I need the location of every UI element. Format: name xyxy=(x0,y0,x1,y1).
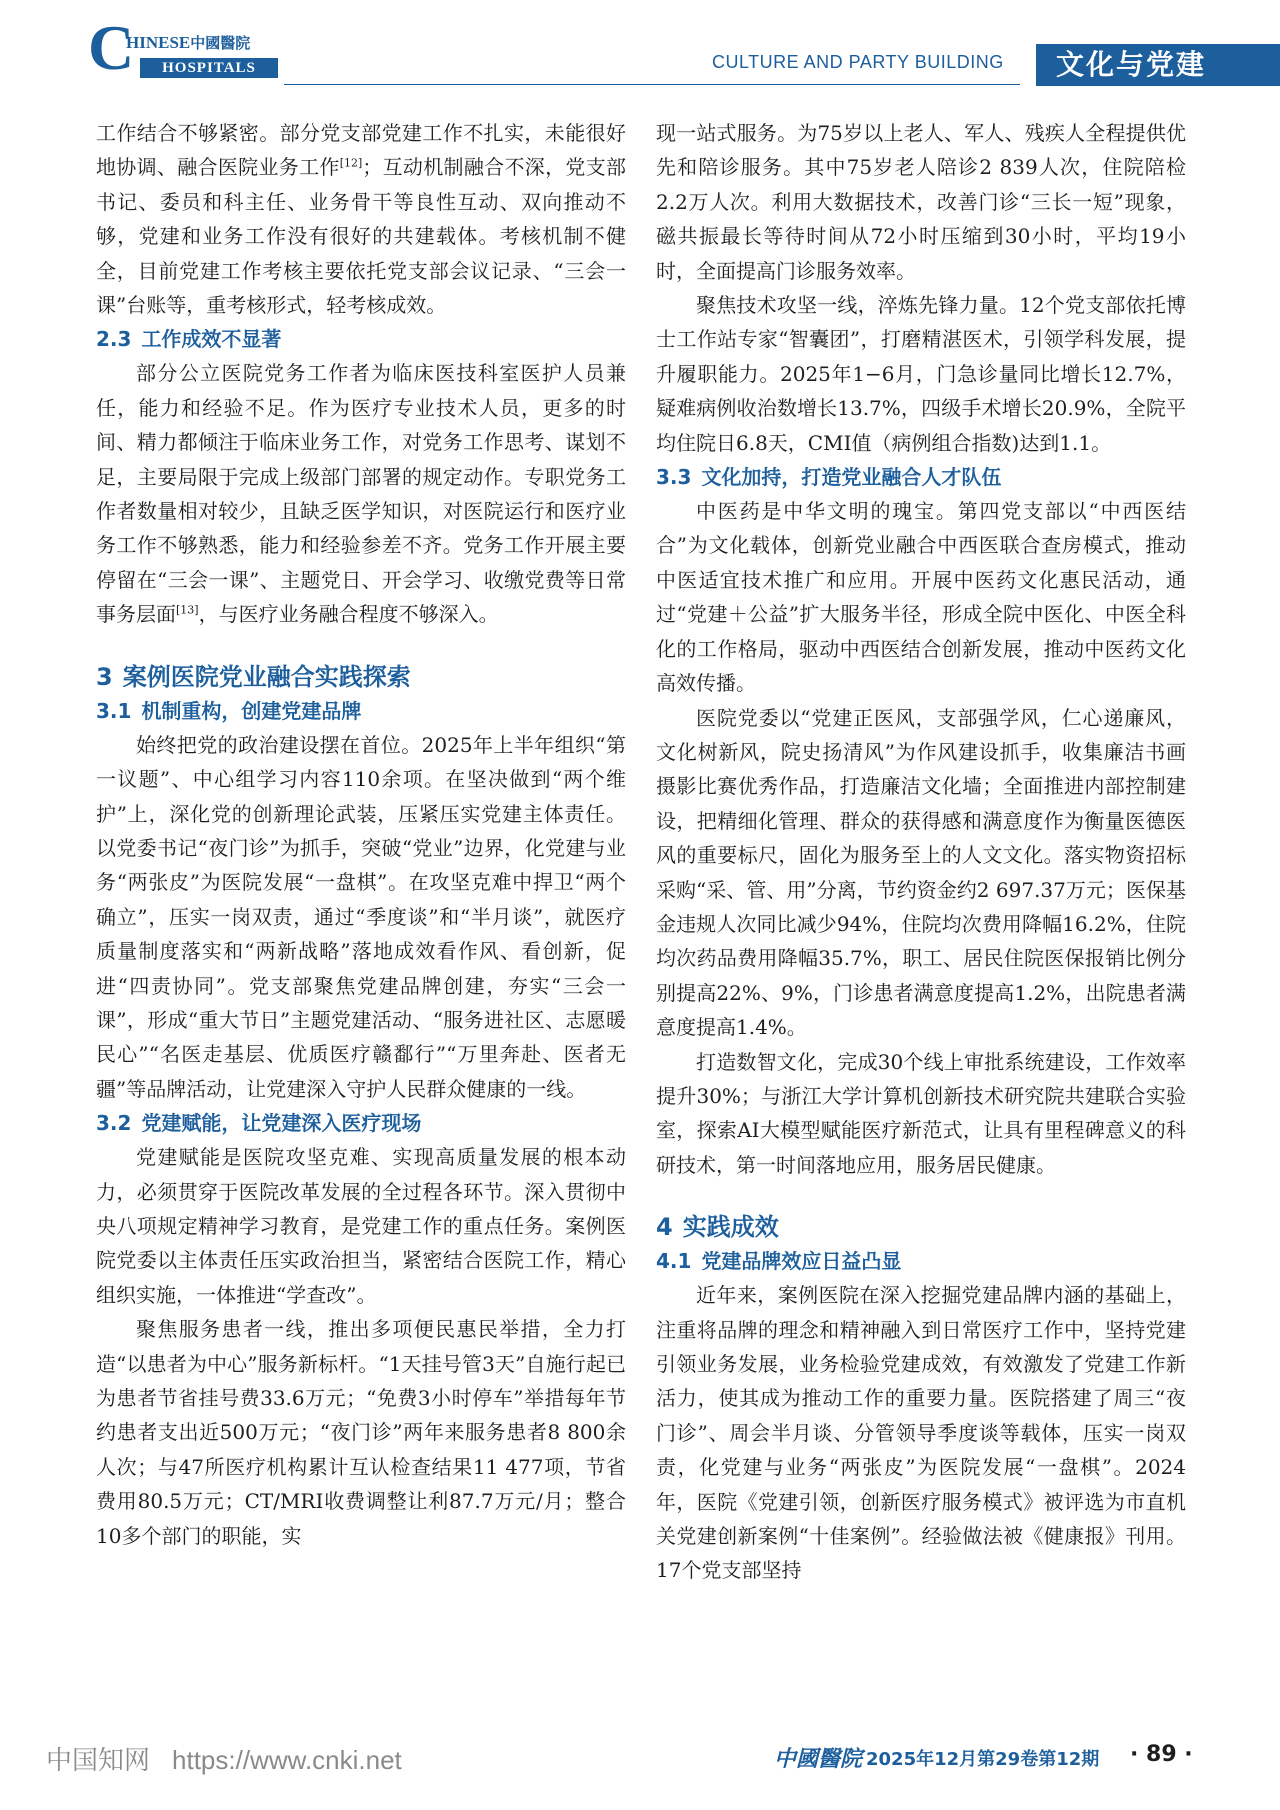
page-number: · 89 · xyxy=(1130,1742,1193,1767)
paragraph: 医院党委以“党建正医风，支部强学风，仁心递廉风，文化树新风，院史扬清风”为作风建设抓手，收集廉洁书画摄影比赛优秀作品，打造廉洁文化墙；全面推进内部控制建设，把精细化管理、群众的获得感和满意度作为衡量医德医风的重要标尺，固化为服务至上的人文文化。落实物资招标采购“采、管、用”分离，节约资金约2 697.37万元；医保基金违规人次同比减少94%，住院均次费用降幅16.2%，住院均次药品费用降幅35.7%，职工、居民住院医保报销比例分别提高22%、9%，门诊患者满意度提高1.2%，出院患者满意度提高1.4%。 xyxy=(656,705,1186,1040)
paragraph: 打造数智文化，完成30个线上审批系统建设，工作效率提升30%；与浙江大学计算机创新技术研究院共建联合实验室，探索AI大模型赋能医疗新范式，让具有里程碑意义的科研技术，第一时间落地应用，服务居民健康。 xyxy=(656,1049,1186,1177)
heading-text: 党建品牌效应日益凸显 xyxy=(701,1249,902,1274)
logo-letter: C xyxy=(88,12,135,83)
paragraph xyxy=(96,116,626,322)
section-title-en: CULTURE AND PARTY BUILDING xyxy=(712,52,1004,72)
paragraph: 现一站式服务。为75岁以上老人、军人、残疾人全程提供优先和陪诊服务。其中75岁老人陪诊2 839人次，住院陪检2.2万人次。利用大数据技术，改善门诊“三长一短”现象，磁共振最长等待时间从72小时压缩到30小时，平均19小时，全面提高门诊服务效率。 xyxy=(656,121,1186,283)
heading-text: 案例医院党业融合实践探索 xyxy=(122,662,411,691)
paragraph: 党建赋能是医院攻坚克难、实现高质量发展的根本动力，必须贯穿于医院改革发展的全过程各环节。深入贯彻中央八项规定精神学习教育，是党建工作的重点任务。案例医院党委以主体责任压实政治担当，紧密结合医院工作，精心组织实施，一体推进“学查改”。 xyxy=(96,1145,626,1307)
section-title-cn: 文化与党建 xyxy=(1036,44,1280,86)
heading-3-3 xyxy=(656,460,1186,494)
issue-info: 2025年12月第29卷第12期 xyxy=(866,1749,1100,1770)
heading-text: 文化加持，打造党业融合人才队伍 xyxy=(701,465,1002,490)
heading-number: 3.3 xyxy=(656,465,692,490)
heading-4-1 xyxy=(656,1244,1186,1278)
spacer xyxy=(96,632,626,660)
logo-top-text xyxy=(126,32,250,53)
heading-number: 2.3 xyxy=(96,327,132,352)
cnki-watermark xyxy=(46,1740,402,1777)
spacer xyxy=(656,1182,1186,1210)
paragraph-text: ；互动机制融合不深，党支部书记、委员和科主任、业务骨干等良性互动、双向推动不够，党建和业务工作没有很好的共建载体。考核机制不健全，目前党建工作考核主要依托党支部会议记录、“三会一课”台账等，重考核形式，轻考核成效。 xyxy=(96,155,626,318)
heading-number: 3.1 xyxy=(96,698,132,723)
heading-3-1 xyxy=(96,694,626,728)
paragraph: 近年来，案例医院在深入挖掘党建品牌内涵的基础上，注重将品牌的理念和精神融入到日常医疗工作中，坚持党建引领业务发展，业务检验党建成效，有效激发了党建工作新活力，使其成为推动工作的重要力量。医院搭建了周三“夜门诊”、周会半月谈、分管领导季度谈等载体，压实一岗双责，化党建与业务“两张皮”为医院发展“一盘棋”。2024年，医院《党建引领，创新医疗服务模式》被评选为市直机关党建创新案例“十佳案例”。经验做法被《健康报》刊用。17个党支部坚持 xyxy=(656,1283,1186,1583)
heading-4 xyxy=(656,1210,1186,1244)
right-column xyxy=(656,116,1186,1588)
heading-number: 3.2 xyxy=(96,1111,132,1136)
reference-mark: [12] xyxy=(339,156,363,170)
heading-number: 3 xyxy=(96,662,113,691)
heading-text: 实践成效 xyxy=(682,1213,779,1242)
heading-3-2 xyxy=(96,1106,626,1140)
heading-number: 4.1 xyxy=(656,1249,692,1274)
page-footer xyxy=(0,1730,1280,1790)
paragraph: 聚焦服务患者一线，推出多项便民惠民举措，全力打造“以患者为中心”服务新标杆。“1天挂号管3天”自施行起已为患者节省挂号费33.6万元；“免费3小时停车”举措每年节约患者支出近500万元；“夜门诊”两年来服务患者8 800余人次；与47所医疗机构累计互认检查结果11 477项，节省费用80.5万元；CT/MRI收费调整让利87.7万元/月；整合10多个部门的职能，实 xyxy=(96,1317,626,1548)
logo-bottom-text: HOSPITALS xyxy=(140,58,278,78)
paragraph-text: 工作结合不够紧密。部分党支部党建工作不扎实，未能很好地协调、融合医院业务工作 xyxy=(96,121,626,180)
journal-brand: 中國醫院 xyxy=(774,1746,863,1772)
heading-text: 工作成效不显著 xyxy=(141,327,282,352)
watermark-cn: 中国知网 xyxy=(46,1746,151,1776)
logo-top-cn: 中國醫院 xyxy=(190,34,251,52)
paragraph-text: 部分公立医院党务工作者为临床医技科室医护人员兼任，能力和经验不足。作为医疗专业技术人员，更多的时间、精力都倾注于临床业务工作，对党务工作思考、谋划不足，主要局限于完成上级部门部署的规定动作。专职党务工作者数量相对较少，且缺乏医学知识，对医院运行和医疗业务工作不够熟悉，能力和经验参差不齐。党务工作开展主要停留在“三会一课”、主题党日、开会学习、收缴党费等日常事务层面 xyxy=(96,361,626,627)
page-header xyxy=(0,0,1280,96)
logo-top-en: HINESE xyxy=(126,33,191,52)
paragraph xyxy=(96,356,626,631)
paragraph-text: ，与医疗业务融合程度不够深入。 xyxy=(198,602,499,627)
journal-logo xyxy=(88,12,284,84)
heading-text: 机制重构，创建党建品牌 xyxy=(141,698,362,723)
paragraph: 聚焦技术攻坚一线，淬炼先锋力量。12个党支部依托博士工作站专家“智囊团”，打磨精湛医术，引领学科发展，提升履职能力。2025年1−6月，门急诊量同比增长12.7%，疑难病例收治数增长13.7%，四级手术增长20.9%，全院平均住院日6.8天，CMI值（病例组合指数)达到1.1。 xyxy=(656,293,1186,455)
heading-2-3 xyxy=(96,322,626,356)
heading-3 xyxy=(96,660,626,694)
left-column xyxy=(96,116,626,1553)
reference-mark: [13] xyxy=(176,603,199,617)
paragraph: 始终把党的政治建设摆在首位。2025年上半年组织“第一议题”、中心组学习内容110余项。在坚决做到“两个维护”上，深化党的创新理论武装，压紧压实党建主体责任。以党委书记“夜门诊”为抓手，突破“党业”边界，化党建与业务“两张皮”为医院发展“一盘棋”。在攻坚克难中捍卫“两个确立”，压实一岗双责，通过“季度谈”和“半月谈”，就医疗质量制度落实和“两新战略”落地成效看作风、看创新，促进“四责协同”。党支部聚焦党建品牌创建，夯实“三会一课”，形成“重大节日”主题党建活动、“服务进社区、志愿暖民心”“名医走基层、优质医疗赣鄱行”“万里奔赴、医者无疆”等品牌活动，让党建深入守护人民群众健康的一线。 xyxy=(96,732,626,1101)
watermark-url: https://www.cnki.net xyxy=(172,1745,402,1775)
heading-text: 党建赋能，让党建深入医疗现场 xyxy=(141,1111,422,1136)
header-rule xyxy=(284,84,1020,85)
paragraph: 中医药是中华文明的瑰宝。第四党支部以“中西医结合”为文化载体，创新党业融合中西医联合查房模式，推动中医适宜技术推广和应用。开展中医药文化惠民活动，通过“党建＋公益”扩大服务半径，形成全院中医化、中医全科化的工作格局，驱动中西医结合创新发展，推动中医药文化高效传播。 xyxy=(656,499,1186,696)
heading-number: 4 xyxy=(656,1213,673,1242)
